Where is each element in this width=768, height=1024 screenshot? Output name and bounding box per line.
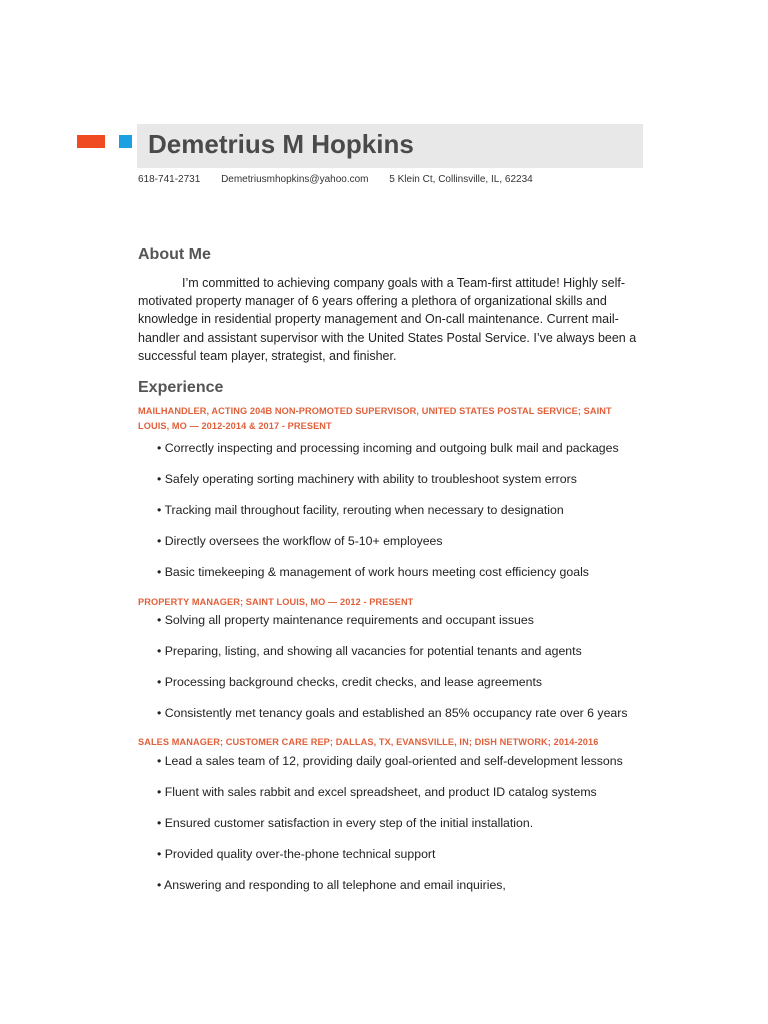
list-item: • Safely operating sorting machinery with ability to troubleshoot system errors xyxy=(157,472,577,486)
list-item: • Lead a sales team of 12, providing daily goal-oriented and self-development lessons xyxy=(157,754,623,768)
job-bullets-postal xyxy=(157,440,619,595)
job-title-property: PROPERTY MANAGER; SAINT LOUIS, MO — 2012 - PRESENT xyxy=(138,597,414,607)
list-item: • Ensured customer satisfaction in every step of the initial installation. xyxy=(157,816,534,830)
list-item: • Directly oversees the workflow of 5-10+ employees xyxy=(157,534,443,548)
contact-line xyxy=(138,174,551,185)
accent-square-blue xyxy=(119,135,132,148)
phone: 618-741-2731 xyxy=(138,174,201,185)
experience-title: Experience xyxy=(138,379,224,396)
address: 5 Klein Ct, Collinsville, IL, 62234 xyxy=(389,174,533,185)
about-text: I’m committed to achieving company goals with a Team-first attitude! Highly self-motivated property manager of 6 years offering a plethora of organizational skills and knowledge in residential property management and On-call maintenance. Current mail-handler and assistant supervisor with the United States Postal Service. I’ve always been a successful team player, strategist, and finisher. xyxy=(138,276,637,363)
candidate-name: Demetrius M Hopkins xyxy=(148,129,414,159)
list-item: • Provided quality over-the-phone technical support xyxy=(157,847,436,861)
email: Demetriusmhopkins@yahoo.com xyxy=(221,174,369,185)
job-title-sales: SALES MANAGER; CUSTOMER CARE REP; DALLAS, TX, EVANSVILLE, IN; DISH NETWORK; 2014-2016 xyxy=(138,737,599,747)
list-item: • Processing background checks, credit checks, and lease agreements xyxy=(157,675,543,689)
list-item: • Basic timekeeping & management of work hours meeting cost efficiency goals xyxy=(157,565,589,579)
job-title-postal: MAILHANDLER, ACTING 204B NON-PROMOTED SUPERVISOR, UNITED STATES POSTAL SERVICE; SAINT LOUIS, MO — 2012-2014 & 2017 - PRESENT xyxy=(138,406,612,431)
list-item: • Fluent with sales rabbit and excel spreadsheet, and product ID catalog systems xyxy=(157,785,597,799)
list-item: • Answering and responding to all telephone and email inquiries, xyxy=(157,878,506,892)
list-item: • Consistently met tenancy goals and established an 85% occupancy rate over 6 years xyxy=(157,706,628,720)
job-bullets-property xyxy=(157,612,628,736)
list-item: • Tracking mail throughout facility, rerouting when necessary to designation xyxy=(157,503,564,517)
list-item: • Solving all property maintenance requirements and occupant issues xyxy=(157,613,534,627)
accent-bar-red xyxy=(77,135,105,148)
list-item: • Preparing, listing, and showing all vacancies for potential tenants and agents xyxy=(157,644,582,658)
job-bullets-sales xyxy=(157,753,623,908)
about-title: About Me xyxy=(138,246,211,263)
list-item: • Correctly inspecting and processing incoming and outgoing bulk mail and packages xyxy=(157,441,619,455)
